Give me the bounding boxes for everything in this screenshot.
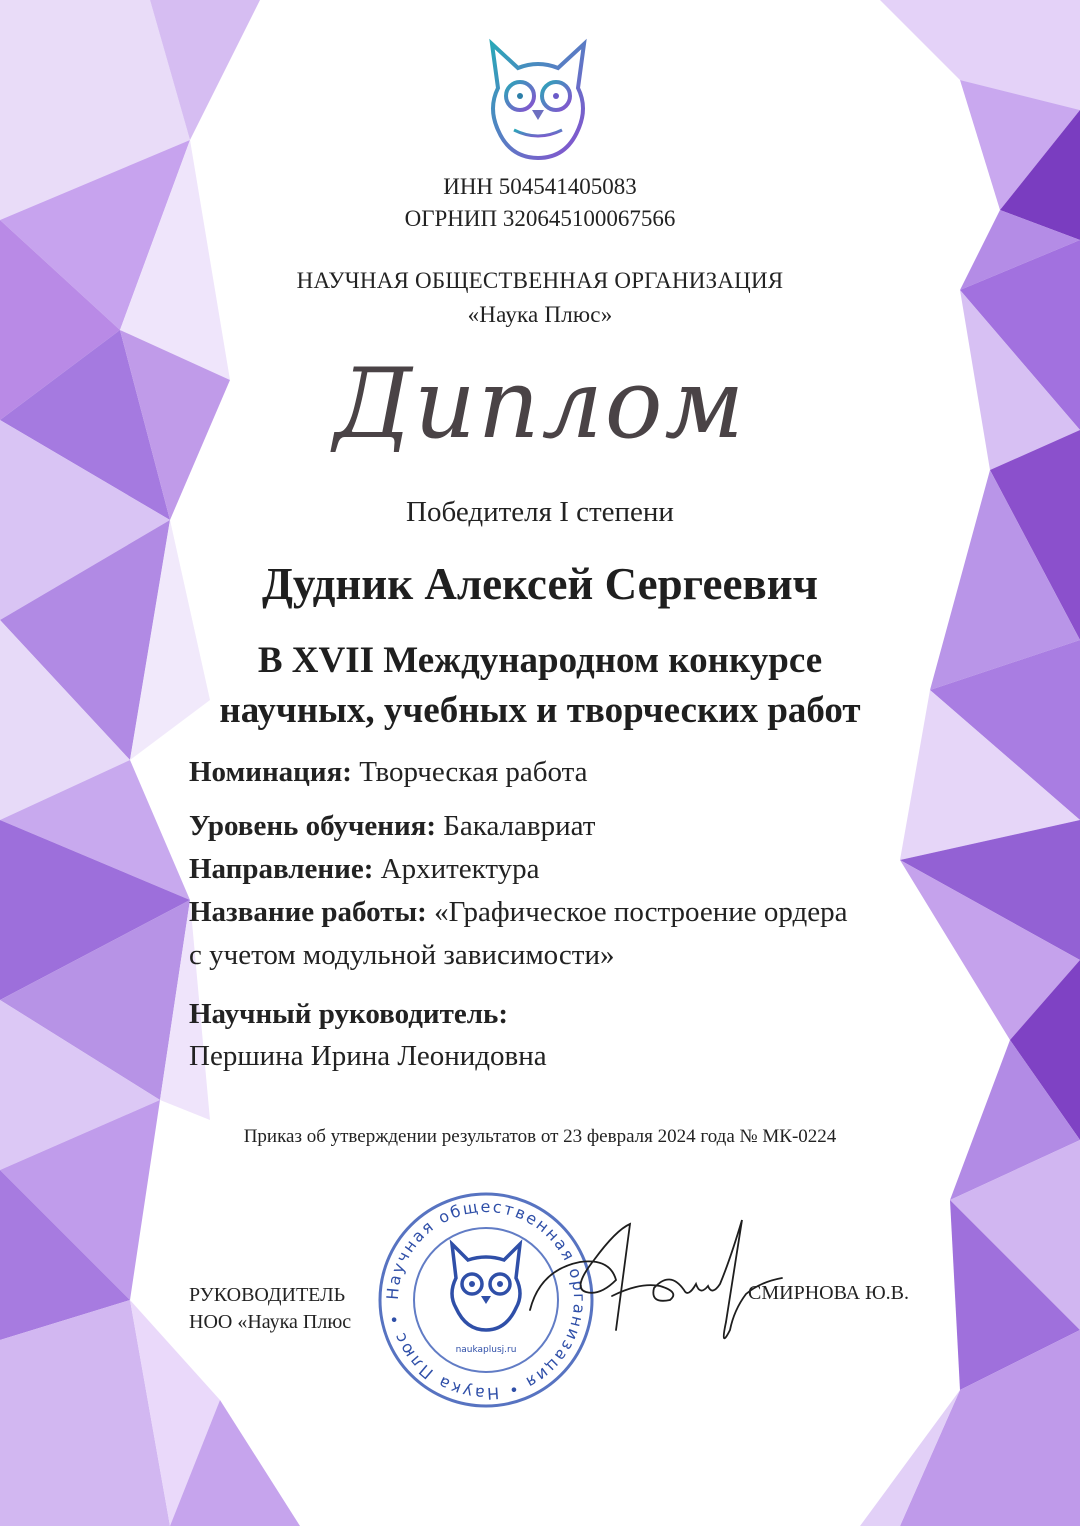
supervisor-label-row	[189, 998, 508, 1031]
signer-role	[189, 1282, 351, 1336]
direction-label: Направление:	[189, 853, 374, 885]
organization-brand: «Наука Плюс»	[467, 302, 613, 327]
ogrnip-number: ОГРНИП 320645100067566	[404, 206, 676, 231]
work-title-label: Название работы:	[189, 896, 427, 928]
work-title-value-line1: «Графическое построение ордера	[426, 896, 848, 928]
nomination-row	[189, 756, 588, 789]
signer-name: СМИРНОВА Ю.В.	[748, 1282, 909, 1304]
owl-logo-icon	[478, 38, 598, 168]
work-title-row	[189, 896, 847, 929]
signer-role-line1: РУКОВОДИТЕЛЬ	[189, 1284, 346, 1306]
signer-role-line2: НОО «Наука Плюс	[189, 1311, 352, 1333]
supervisor-label: Научный руководитель:	[189, 998, 508, 1030]
supervisor-name: Першина Ирина Леонидовна	[189, 1040, 547, 1072]
stamp-ring-text: Научная общественная организация • Наука Плюс •	[382, 1196, 590, 1404]
level-value: Бакалавриат	[436, 810, 596, 842]
handwritten-signature	[520, 1200, 790, 1360]
direction-value: Архитектура	[373, 853, 540, 885]
diploma-degree: Победителя I степени	[406, 496, 674, 528]
level-label: Уровень обучения:	[189, 810, 437, 842]
stamp-site: naukaplusj.ru	[455, 1345, 517, 1355]
order-text: Приказ об утверждении результатов от 23 февраля 2024 года № МК-0224	[243, 1126, 837, 1147]
nomination-value: Творческая работа	[351, 756, 588, 788]
contest-title-line2: научных, учебных и творческих работ	[219, 690, 861, 731]
nomination-label: Номинация:	[189, 756, 352, 788]
inn-number: ИНН 504541405083	[443, 174, 637, 199]
direction-row	[189, 853, 540, 886]
level-row	[189, 810, 595, 843]
contest-title-line1: В XVII Международном конкурсе	[257, 640, 823, 681]
work-title-value-line2: с учетом модульной зависимости»	[189, 939, 615, 971]
recipient-name: Дудник Алексей Сергеевич	[261, 559, 819, 609]
organization-name: НАУЧНАЯ ОБЩЕСТВЕННАЯ ОРГАНИЗАЦИЯ	[296, 268, 784, 293]
diploma-title: Диплом	[333, 348, 747, 460]
